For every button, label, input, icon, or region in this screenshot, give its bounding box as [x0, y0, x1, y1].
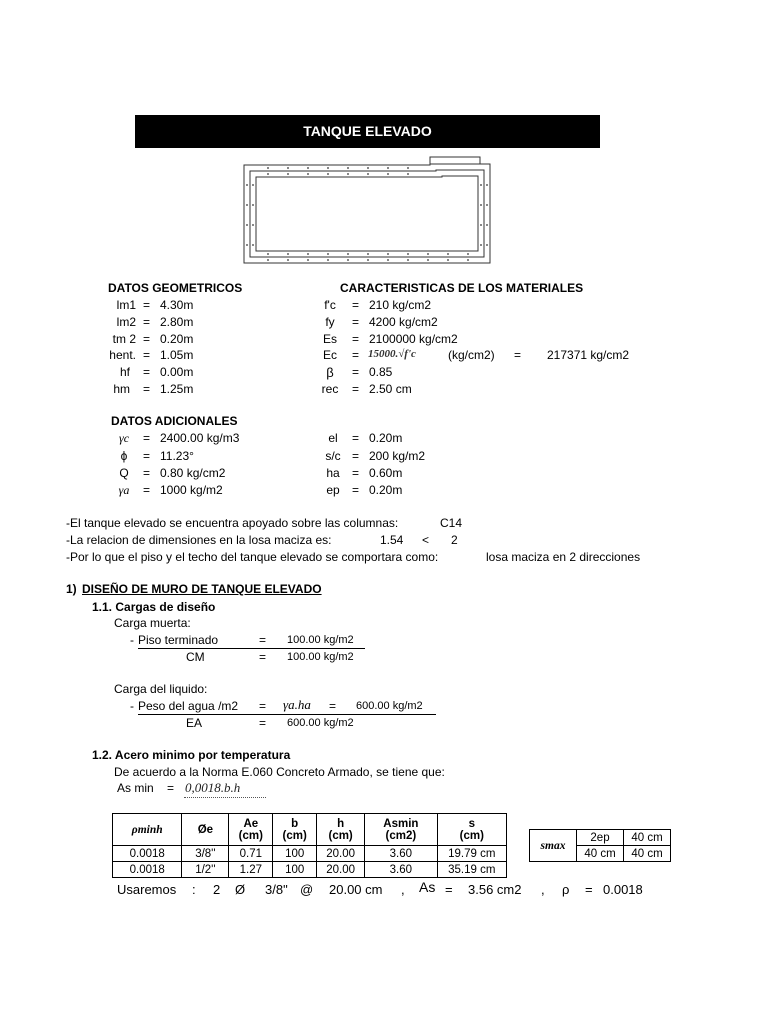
ea-label: EA	[186, 716, 203, 730]
table-cell: 19.79 cm	[437, 846, 506, 862]
usaremos-eq2: =	[585, 882, 593, 897]
ec-unit: (kg/cm2)	[448, 348, 495, 362]
add-label: γa	[118, 483, 130, 497]
add-value: 1000 kg/m2	[160, 483, 223, 497]
piso-label: Piso terminado	[138, 633, 219, 647]
geo-label: hm	[113, 382, 130, 396]
add-label: γc	[118, 431, 130, 445]
mat-eq: =	[352, 315, 360, 329]
add-value: 0.60m	[369, 466, 403, 480]
geo-value: 0.00m	[160, 365, 194, 379]
col-header-line2: (cm)	[282, 829, 307, 842]
add-label: s/c	[325, 449, 341, 463]
ec-formula: 15000.√f'c	[368, 348, 416, 360]
col-header-line1: Ae	[243, 817, 259, 830]
section1-title: DISEÑO DE MURO DE TANQUE ELEVADO	[82, 582, 322, 596]
ec-eq2: =	[514, 348, 522, 362]
cm-eq: =	[259, 650, 267, 664]
add-value: 0.20m	[369, 431, 403, 445]
add-label: ep	[326, 483, 340, 497]
geo-eq: =	[143, 365, 151, 379]
col-header-line1: s	[468, 817, 475, 830]
mat-label: Es	[322, 332, 337, 346]
additional-heading: DATOS ADICIONALES	[111, 414, 238, 428]
col-header-line1: b	[291, 817, 299, 830]
piso-value: 100.00 kg/m2	[287, 634, 354, 646]
usaremos-spacing: 20.00 cm	[329, 882, 383, 897]
smax-label: smax	[530, 830, 577, 862]
table-cell: 20.00	[317, 862, 365, 878]
usaremos-label: Usaremos	[117, 882, 177, 897]
usaremos-as-value: 3.56 cm2	[468, 882, 522, 897]
table-cell: 35.19 cm	[437, 862, 506, 878]
col-header-line2: (cm)	[238, 829, 263, 842]
steel-table	[112, 813, 507, 878]
usaremos-at: @	[300, 882, 314, 897]
table-cell: 0.0018	[113, 846, 182, 862]
peso-value: 600.00 kg/m2	[356, 700, 423, 712]
asmin-formula: 0,0018.b.h	[185, 780, 241, 795]
note-ratio-op: <	[422, 533, 430, 547]
note-behavior-value: losa maciza en 2 direcciones	[486, 550, 641, 564]
col-header-line1: Asmin	[383, 817, 419, 830]
cm-label: CM	[186, 650, 205, 664]
add-eq: =	[352, 449, 360, 463]
smax-cell: 40 cm	[624, 846, 671, 862]
add-label: ha	[326, 466, 340, 480]
table-cell: 3.60	[365, 846, 437, 862]
add-value: 2400.00 kg/m3	[160, 431, 240, 445]
table-cell: 1.27	[229, 862, 273, 878]
table-cell: 20.00	[317, 846, 365, 862]
add-value: 0.20m	[369, 483, 403, 497]
mat-eq: =	[352, 365, 360, 379]
geo-value: 0.20m	[160, 332, 194, 346]
norma-text: De acuerdo a la Norma E.060 Concreto Armado, se tiene que:	[114, 765, 445, 779]
mat-label: fy	[325, 315, 335, 329]
note-columns: -El tanque elevado se encuentra apoyado sobre las columnas:	[66, 516, 399, 530]
table-cell: 100	[273, 846, 317, 862]
dead-load-label: Carga muerta:	[114, 616, 191, 630]
smax-row	[530, 830, 671, 846]
subsection-loads-heading: 1.1. Cargas de diseño	[92, 600, 216, 614]
table-cell: 100	[273, 862, 317, 878]
liquid-load-label: Carga del liquido:	[114, 682, 208, 696]
add-label: Q	[119, 466, 129, 480]
col-header-rho: ρminh	[113, 814, 182, 846]
table-row	[113, 862, 507, 878]
usaremos-count: 2	[213, 882, 221, 897]
mat-label: f'c	[324, 298, 336, 312]
note-ratio-limit: 2	[451, 533, 458, 547]
table-cell: 0.71	[229, 846, 273, 862]
usaremos-comma: ,	[541, 882, 545, 897]
peso-label: Peso del agua /m2	[138, 699, 239, 713]
note-columns-value: C14	[440, 516, 463, 530]
col-header-line2: (cm2)	[385, 829, 417, 842]
smax-cell: 40 cm	[577, 846, 624, 862]
col-header-line2: (cm)	[459, 829, 484, 842]
add-eq: =	[143, 466, 151, 480]
usaremos-phi: Ø	[235, 882, 246, 897]
col-header-ae	[229, 814, 273, 846]
mat-label: rec	[321, 382, 339, 396]
mat-value: 2.50 cm	[369, 382, 412, 396]
col-header-line2: (cm)	[328, 829, 353, 842]
asmin-eq: =	[167, 781, 175, 795]
table-cell: 0.0018	[113, 862, 182, 878]
add-label: el	[328, 431, 338, 445]
add-eq: =	[143, 483, 151, 497]
geo-eq: =	[143, 382, 151, 396]
usaremos-diameter: 3/8"	[265, 882, 288, 897]
geo-label: hent.	[109, 348, 136, 362]
add-eq: =	[352, 483, 360, 497]
add-value: 0.80 kg/cm2	[160, 466, 226, 480]
geo-value: 1.05m	[160, 348, 194, 362]
smax-table	[529, 829, 671, 862]
smax-cell: 2ep	[577, 830, 624, 846]
geo-value: 1.25m	[160, 382, 194, 396]
mat-label: β	[326, 365, 334, 380]
add-label: ϕ	[120, 449, 128, 463]
geo-eq: =	[143, 332, 151, 346]
note-ratio-value: 1.54	[380, 533, 404, 547]
geo-label: lm1	[116, 298, 136, 312]
mat-eq: =	[352, 332, 360, 346]
sum-line	[138, 714, 436, 715]
usaremos-eq1: =	[445, 882, 453, 897]
sum-line	[138, 648, 365, 649]
add-value: 200 kg/m2	[369, 449, 426, 463]
add-eq: =	[352, 431, 360, 445]
col-header-diameter: Øe	[182, 814, 229, 846]
ea-value: 600.00 kg/m2	[287, 717, 354, 729]
asmin-label: As min	[117, 781, 154, 795]
peso-eq: =	[259, 699, 267, 713]
piso-eq: =	[259, 633, 267, 647]
usaremos-rho: ρ	[562, 882, 570, 897]
geo-label: tm 2	[112, 332, 136, 346]
usaremos-colon: :	[192, 882, 196, 897]
mat-eq: =	[352, 382, 360, 396]
subsection-steel-heading: 1.2. Acero minimo por temperatura	[92, 748, 291, 762]
note-behavior: -Por lo que el piso y el techo del tanque elevado se comportara como:	[66, 550, 439, 564]
table-cell: 3/8''	[182, 846, 229, 862]
geo-value: 2.80m	[160, 315, 194, 329]
table-row	[113, 846, 507, 862]
mat-eq: =	[352, 348, 360, 362]
geo-value: 4.30m	[160, 298, 194, 312]
materials-heading: CARACTERISTICAS DE LOS MATERIALES	[340, 281, 584, 295]
geo-eq: =	[143, 348, 151, 362]
mat-value: 210 kg/cm2	[369, 298, 432, 312]
col-header-s	[437, 814, 506, 846]
add-eq: =	[352, 466, 360, 480]
note-ratio: -La relacion de dimensiones en la losa maciza es:	[66, 533, 332, 547]
usaremos-rho-value: 0.0018	[603, 882, 643, 897]
peso-dash: -	[130, 699, 134, 713]
geo-eq: =	[143, 315, 151, 329]
col-header-b	[273, 814, 317, 846]
mat-label: Ec	[322, 348, 337, 362]
usaremos-as-label: As	[419, 879, 436, 895]
table-cell: 3.60	[365, 862, 437, 878]
add-value: 11.23°	[160, 449, 194, 463]
col-header-line1: h	[337, 817, 345, 830]
add-eq: =	[143, 449, 151, 463]
smax-cell: 40 cm	[624, 830, 671, 846]
table-cell: 1/2''	[182, 862, 229, 878]
geo-eq: =	[143, 298, 151, 312]
mat-value: 2100000 kg/cm2	[369, 332, 458, 346]
add-eq: =	[143, 431, 151, 445]
cm-value: 100.00 kg/m2	[287, 651, 354, 663]
formula-underline	[184, 797, 266, 798]
tank-plan-diagram	[238, 155, 498, 270]
section1-number: 1)	[66, 582, 77, 596]
table-header-row	[113, 814, 507, 846]
col-header-h	[317, 814, 365, 846]
peso-formula: γa.ha	[283, 697, 311, 712]
geo-label: hf	[119, 365, 130, 379]
geo-heading: DATOS GEOMETRICOS	[108, 281, 243, 295]
mat-value: 4200 kg/cm2	[369, 315, 438, 329]
col-header-asmin	[365, 814, 437, 846]
piso-dash: -	[130, 633, 134, 647]
ec-value: 217371 kg/cm2	[547, 348, 630, 362]
mat-value: 0.85	[369, 365, 393, 379]
peso-eq2: =	[329, 699, 337, 713]
ea-eq: =	[259, 716, 267, 730]
geo-label: lm2	[116, 315, 136, 329]
usaremos-comma: ,	[401, 882, 405, 897]
mat-eq: =	[352, 298, 360, 312]
document-title: TANQUE ELEVADO	[135, 115, 600, 148]
